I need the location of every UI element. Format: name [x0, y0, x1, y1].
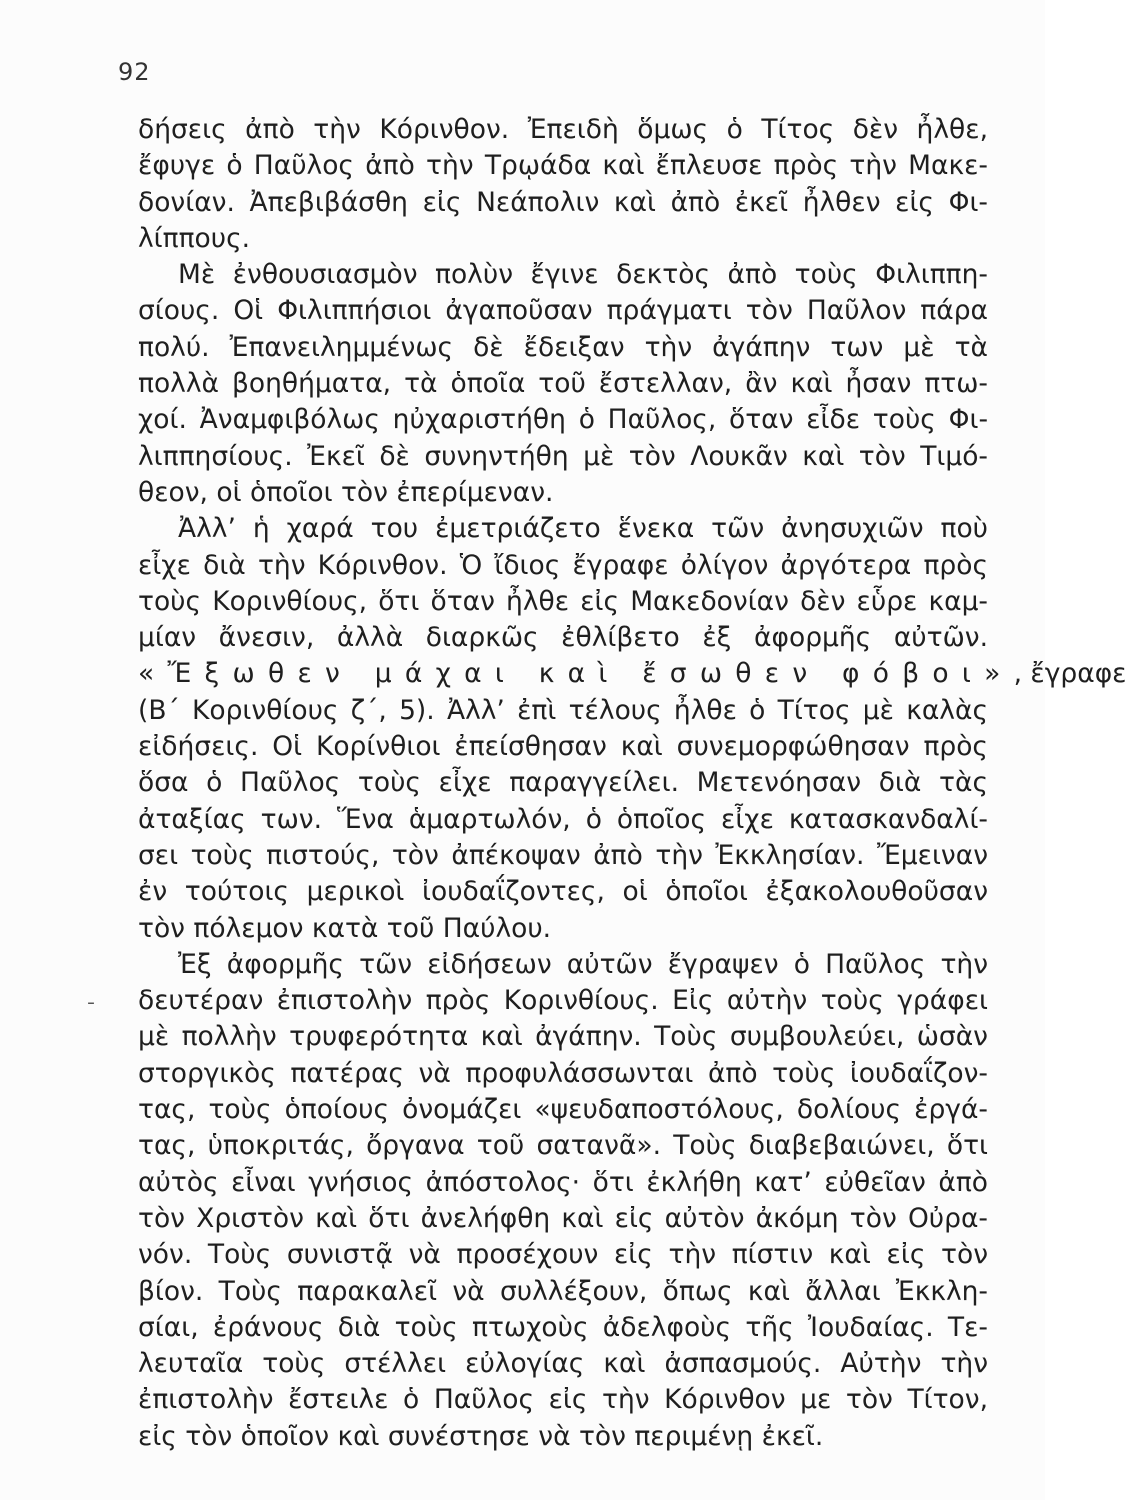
text-line: ἐπιστολὴν ἔστειλε ὁ Παῦλος εἰς τὴν Κόρινθον με τὸν Τίτον, — [138, 1384, 988, 1416]
text-line: τὸν Χριστὸν καὶ ὅτι ἀνελήφθη καὶ εἰς αὐτὸν ἀκόμη τὸν Οὐρα- — [138, 1202, 988, 1234]
text-line: τοὺς Κορινθίους, ὅτι ὅταν ἦλθε εἰς Μακεδονίαν δὲν εὗρε καμ- — [138, 585, 988, 617]
text-line: αὐτὸς εἶναι γνήσιος ἀπόστολος· ὅτι ἐκλήθη κατ’ εὐθεῖαν ἀπὸ — [138, 1166, 988, 1198]
text-line: (Β΄ Κορινθίους ζ΄, 5). Ἀλλ’ ἐπὶ τέλους ἦλθε ὁ Τίτος μὲ καλὰς — [138, 694, 988, 726]
text-line: τας, τοὺς ὁποίους ὀνομάζει «ψευδαποστόλους, δολίους ἐργά- — [138, 1094, 988, 1126]
text-line: πολλὰ βοηθήματα, τὰ ὁποῖα τοῦ ἔστελλαν, ἂν καὶ ἦσαν πτω- — [138, 368, 988, 400]
text-line: λευταῖα τοὺς στέλλει εὐλογίας καὶ ἀσπασμούς. Αὐτὴν τὴν — [138, 1348, 988, 1380]
text-line: τας, ὑποκριτάς, ὄργανα τοῦ σατανᾶ». Τοὺς διαβεβαιώνει, ὅτι — [138, 1130, 988, 1162]
text-line: ἀταξίας των. Ἕνα ἁμαρτωλόν, ὁ ὁποῖος εἶχε κατασκανδαλί- — [138, 803, 988, 835]
page-number: 92 — [118, 58, 151, 86]
text-line: πολύ. Ἐπανειλημμένως δὲ ἔδειξαν τὴν ἀγάπην των μὲ τὰ — [138, 331, 988, 363]
text-line: στοργικὸς πατέρας νὰ προφυλάσσωνται ἀπὸ τοὺς ἰουδαΐζον- — [138, 1057, 988, 1089]
text-line: εἰδήσεις. Οἱ Κορίνθιοι ἐπείσθησαν καὶ συνεμορφώθησαν πρὸς — [138, 731, 988, 763]
body-text — [138, 112, 1127, 1455]
text-line: τὸν πόλεμον κατὰ τοῦ Παύλου. — [138, 912, 552, 944]
text-line: δευτέραν ἐπιστολὴν πρὸς Κορινθίους. Εἰς αὐτὴν τοὺς γράφει — [138, 985, 988, 1017]
text-line: Ἀλλ’ ἡ χαρά του ἐμετριάζετο ἕνεκα τῶν ἀνησυχιῶν ποὺ — [178, 513, 988, 545]
text-line: μὲ πολλὴν τρυφερότητα καὶ ἀγάπην. Τοὺς συμβουλεύει, ὡσὰν — [138, 1021, 988, 1053]
text-line: δονίαν. Ἀπεβιβάσθη εἰς Νεάπολιν καὶ ἀπὸ ἐκεῖ ἦλθεν εἰς Φι- — [138, 186, 988, 218]
text-line: εἶχε διὰ τὴν Κόρινθον. Ὁ ἴδιος ἔγραφε ὀλίγον ἀργότερα πρὸς — [138, 549, 988, 581]
quote-tail: , ἔγραφε — [1013, 658, 1127, 690]
margin-mark: ˍ — [86, 982, 96, 1006]
text-line: λίππους. — [138, 222, 251, 254]
text-line: σίαι, ἐράνους διὰ τοὺς πτωχοὺς ἀδελφοὺς τῆς Ἰουδαίας. Τε- — [138, 1311, 988, 1343]
spaced-quote: «Ἔξωθεν μάχαι καὶ ἔσωθεν φόβοι» — [138, 658, 1014, 690]
text-line: ἔφυγε ὁ Παῦλος ἀπὸ τὴν Τρῳάδα καὶ ἔπλευσε πρὸς τὴν Μακε- — [138, 150, 988, 182]
text-line: Μὲ ἐνθουσιασμὸν πολὺν ἔγινε δεκτὸς ἀπὸ τοὺς Φιλιππη- — [178, 259, 988, 291]
text-line: σει τοὺς πιστούς, τὸν ἀπέκοψαν ἀπὸ τὴν Ἐκκλησίαν. Ἔμειναν — [138, 839, 988, 871]
text-line: εἰς τὸν ὁποῖον καὶ συνέστησε νὰ τὸν περιμένῃ ἐκεῖ. — [138, 1420, 824, 1452]
text-line: δήσεις ἀπὸ τὴν Κόρινθον. Ἐπειδὴ ὅμως ὁ Τίτος δὲν ἦλθε, — [138, 114, 988, 145]
text-line: βίον. Τοὺς παρακαλεῖ νὰ συλλέξουν, ὅπως καὶ ἄλλαι Ἐκκλη- — [138, 1275, 988, 1307]
text-line: λιππησίους. Ἐκεῖ δὲ συνηντήθη μὲ τὸν Λουκᾶν καὶ τὸν Τιμό- — [138, 440, 988, 472]
text-line: μίαν ἄνεσιν, ἀλλὰ διαρκῶς ἐθλίβετο ἐξ ἀφορμῆς αὐτῶν. — [138, 622, 988, 654]
text-line: Ἐξ ἀφορμῆς τῶν εἰδήσεων αὐτῶν ἔγραψεν ὁ Παῦλος τὴν — [178, 948, 988, 980]
text-line: χοί. Ἀναμφιβόλως ηὐχαριστήθη ὁ Παῦλος, ὅταν εἶδε τοὺς Φι- — [138, 404, 988, 436]
text-line-spaced-quote — [138, 656, 1127, 692]
text-line: ἐν τούτοις μερικοὶ ἰουδαΐζοντες, οἱ ὁποῖοι ἐξακολουθοῦσαν — [138, 876, 988, 908]
text-line: θεον, οἱ ὁποῖοι τὸν ἐπερίμεναν. — [138, 476, 554, 508]
text-line: νόν. Τοὺς συνιστᾷ νὰ προσέχουν εἰς τὴν πίστιν καὶ εἰς τὸν — [138, 1239, 988, 1271]
text-line: ὅσα ὁ Παῦλος τοὺς εἶχε παραγγείλει. Μετενόησαν διὰ τὰς — [138, 767, 988, 799]
text-line: σίους. Οἱ Φιλιππήσιοι ἀγαποῦσαν πράγματι τὸν Παῦλον πάρα — [138, 295, 988, 327]
